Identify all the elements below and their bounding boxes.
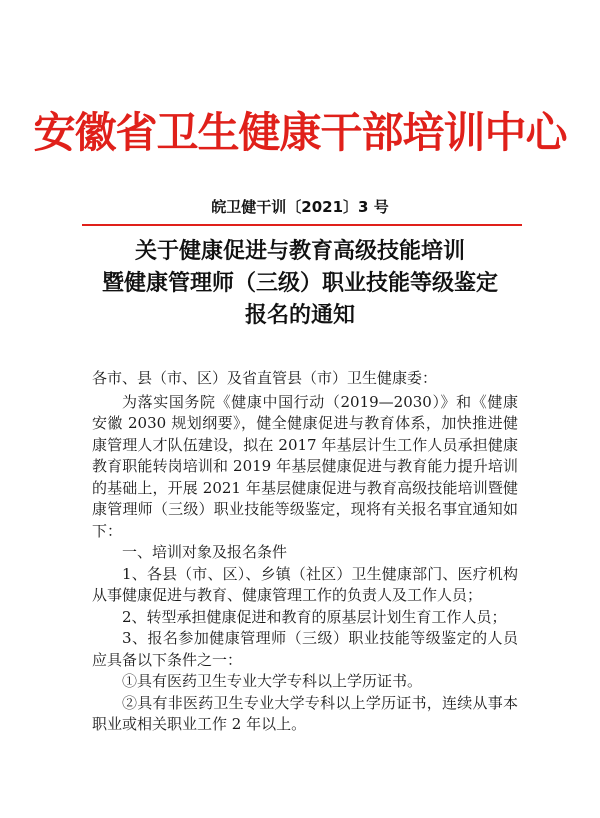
condition-item: ②具有非医药卫生专业大学专科以上学历证书，连续从事本职业或相关职业工作 2 年以上。 [92, 693, 518, 733]
notice-title [0, 236, 600, 332]
notice-title-line: 关于健康促进与教育高级技能培训 [134, 239, 465, 264]
list-item: 3、报名参加健康管理师（三级）职业技能等级鉴定的人员应具备以下条件之一： [92, 629, 518, 669]
red-divider [82, 224, 522, 226]
list-item: 1、各县（市、区）、乡镇（社区）卫生健康部门、医疗机构从事健康促进与教育、健康管理工作的负责人及工作人员； [92, 564, 518, 604]
condition-item: ①具有医药卫生专业大学专科以上学历证书。 [122, 672, 423, 690]
section-heading: 一、培训对象及报名条件 [122, 543, 288, 561]
intro-paragraph: 为落实国务院《健康中国行动（2019—2030）》和《健康安徽 2030 规划纲要》，健全健康促进与教育体系，加快推进健康管理人才队伍建设，拟在 2017 年基层计生工作人员承担健康教育职能转岗培训和 2019 年基层健康促进与教育能力提升培训的基础上，开展 2021 年基层健康促进与教育高级技能培训暨健康管理师（三级）职业技能等级鉴定，现将有关报名事宜通知如下： [92, 392, 518, 540]
list-item: 2、转型承担健康促进和教育的原基层计划生育工作人员； [122, 607, 507, 626]
notice-title-line: 暨健康管理师（三级）职业技能等级鉴定 [101, 271, 498, 296]
notice-title-line: 报名的通知 [244, 303, 355, 328]
org-title: 安徽省卫生健康干部培训中心 [33, 108, 567, 157]
document-number: 皖卫健干训〔2021〕3 号 [211, 198, 389, 216]
addressee: 各市、县（市、区）及省直管县（市）卫生健康委： [92, 369, 438, 387]
notice-body [92, 368, 518, 736]
